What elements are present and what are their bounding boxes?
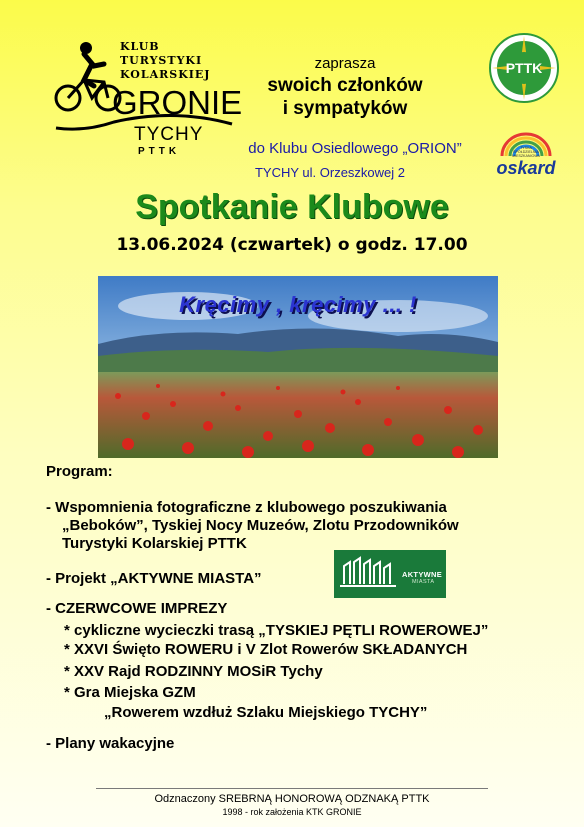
oskard-logo — [488, 132, 564, 178]
program-item-project: - Projekt „AKTYWNE MIASTA” — [46, 570, 262, 587]
invite-members: swoich członków — [267, 75, 423, 96]
june-event-city-game-line2: „Rowerem wzdłuż Szlaku Miejskiego TYCHY” — [104, 704, 428, 721]
oskard-name: oskard — [496, 158, 556, 178]
event-date: 13.06.2024 (czwartek) o godz. 17.00 — [116, 235, 468, 255]
event-title: Spotkanie Klubowe — [135, 188, 449, 226]
logo-org: PTTK — [138, 146, 181, 157]
invite-intro: zaprasza — [314, 55, 376, 72]
club-logo — [54, 36, 243, 157]
venue-name: do Klubu Osiedlowego „ORION” — [248, 140, 462, 157]
june-event-loop: * cykliczne wycieczki trasą „TYSKIEJ PĘTLI ROWEROWEJ” — [64, 622, 489, 639]
poppy-field-photo — [98, 276, 498, 458]
oskard-text-2: SPÓŁDZIELNIA — [513, 150, 539, 154]
aktywne-subtitle: MIASTA — [412, 579, 435, 585]
logo-name: GRONIE — [112, 84, 243, 121]
event-slogan: Kręcimy , kręcimy ... ! — [179, 292, 417, 317]
logo-line-2: TURYSTYKI — [120, 54, 203, 67]
venue-address: TYCHY ul. Orzeszkowej 2 — [254, 165, 406, 180]
program-item-june: - CZERWCOWE IMPREZY — [46, 600, 228, 617]
aktywne-title: AKTYWNE — [402, 570, 443, 579]
oskard-text-1: TYSKA — [520, 146, 532, 150]
oskard-text-3: MIESZKANIOWA — [512, 154, 540, 158]
footer-divider — [96, 788, 488, 789]
pttk-badge-label: PTTK — [505, 60, 543, 76]
invite-supporters: i sympatyków — [282, 98, 408, 119]
footer-founded: 1998 - rok założenia KTK GRONIE — [222, 807, 362, 817]
june-event-city-game: * Gra Miejska GZM — [64, 684, 196, 701]
logo-line-3: KOLARSKIEJ — [120, 68, 211, 81]
program-heading: Program: — [46, 463, 113, 480]
pttk-badge-icon — [488, 32, 560, 104]
aktywne-miasta-logo — [334, 550, 446, 598]
june-event-family-rally: * XXV Rajd RODZINNY MOSiR Tychy — [64, 663, 323, 680]
city-buildings-icon — [336, 550, 400, 598]
logo-city: TYCHY — [134, 124, 204, 145]
june-event-bike-day: * XXVI Święto ROWERU i V Zlot Rowerów SKŁADANYCH — [64, 641, 468, 658]
program-item-photos-line2: „Beboków”, Tyskiej Nocy Muzeów, Zlotu Przodowników — [62, 517, 459, 534]
program-item-photos: - Wspomnienia fotograficzne z klubowego poszukiwania — [46, 499, 447, 516]
footer-award: Odznaczony SREBRNĄ HONOROWĄ ODZNAKĄ PTTK — [154, 793, 430, 805]
program-item-holidays: - Plany wakacyjne — [46, 735, 175, 752]
program-item-photos-line3: Turystyki Kolarskiej PTTK — [62, 535, 247, 552]
logo-line-1: KLUB — [120, 40, 160, 53]
